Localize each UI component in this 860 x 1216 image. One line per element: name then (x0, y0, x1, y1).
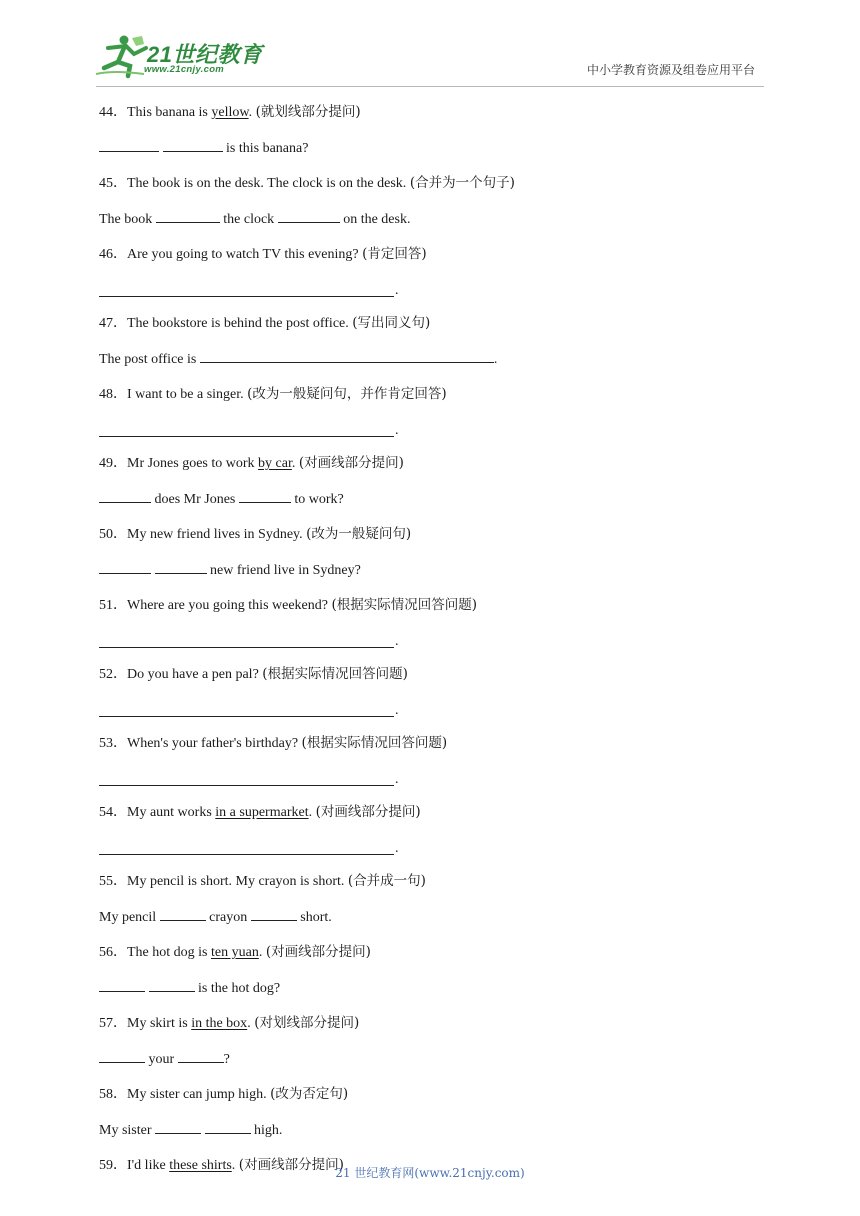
answer-blank-line[interactable] (99, 436, 394, 437)
question-text-end: . (258, 945, 266, 960)
question-line (99, 597, 769, 614)
answer-period: . (395, 772, 399, 787)
answer-period: . (395, 841, 399, 856)
instruction-text: (根据实际情况回答问题) (262, 666, 408, 682)
question-text-end: . (231, 1158, 239, 1173)
instruction-text: (对画线部分提问) (315, 804, 421, 820)
instruction-text: (对画线部分提问) (298, 455, 404, 471)
answer-line (99, 701, 769, 717)
question-line (99, 804, 769, 821)
question-text: I want to be a singer. (127, 387, 248, 402)
logo (94, 34, 264, 80)
answer-line (99, 281, 769, 297)
question-number: 49． (99, 456, 127, 471)
underlined-phrase: ten yuan (211, 945, 259, 960)
underlined-phrase: in a supermarket (215, 805, 309, 820)
answer-blank[interactable] (99, 1050, 145, 1063)
question-number: 51． (99, 598, 127, 613)
answer-blank[interactable] (156, 210, 220, 223)
instruction-text: (对划线部分提问) (254, 1015, 360, 1031)
question-text: My sister can jump high. (127, 1087, 271, 1102)
answer-blank-line[interactable] (99, 647, 394, 648)
question-text: My pencil is short. My crayon is short. (127, 874, 348, 889)
answer-blank-line[interactable] (99, 785, 394, 786)
question-text: Mr Jones goes to work (127, 456, 259, 471)
instruction-text: (就划线部分提问) (255, 104, 361, 120)
question-text: Do you have a pen pal? (127, 667, 263, 682)
question-text: Where are you going this weekend? (127, 598, 332, 613)
question-text-end: . (248, 105, 256, 120)
answer-text: the clock (219, 212, 278, 227)
answer-period: . (395, 423, 399, 438)
answer-blank-line[interactable] (99, 854, 394, 855)
question-text: The hot dog is (127, 945, 211, 960)
answer-blank[interactable] (205, 1121, 251, 1134)
answer-blank[interactable] (251, 908, 297, 921)
question-number: 58． (99, 1087, 127, 1102)
question-number: 53． (99, 736, 127, 751)
question-number: 55． (99, 874, 127, 889)
instruction-text: (根据实际情况回答问题) (331, 597, 478, 613)
answer-line (99, 632, 769, 648)
answer-blank[interactable] (155, 1121, 201, 1134)
underlined-phrase: these shirts (169, 1158, 232, 1173)
question-line (99, 246, 769, 263)
instruction-text: (合并为一个句子) (409, 175, 515, 191)
question-number: 54． (99, 805, 127, 820)
question-text: This banana is (127, 105, 212, 120)
answer-text: crayon (205, 910, 251, 925)
runner-logo-icon (94, 34, 150, 80)
question-number: 59． (99, 1158, 127, 1173)
instruction-text: (合并成一句) (347, 873, 426, 889)
answer-row (99, 561, 769, 579)
question-text: The book is on the desk. The clock is on the desk. (127, 176, 410, 191)
question-line (99, 526, 769, 543)
instruction-text: (改为一般疑问句，并作肯定回答) (247, 386, 447, 402)
question-number: 48． (99, 387, 127, 402)
answer-blank[interactable] (99, 979, 145, 992)
answer-text: is this banana? (222, 141, 309, 156)
answer-blank[interactable] (200, 350, 494, 363)
question-text: My skirt is (127, 1016, 192, 1031)
answer-text: to work? (290, 492, 344, 507)
underlined-phrase: in the box (191, 1016, 248, 1031)
answer-period: . (395, 703, 399, 718)
answer-text: your (145, 1052, 178, 1067)
answer-blank-line[interactable] (99, 296, 394, 297)
answer-text: The post office is (99, 352, 200, 367)
logo-text: 21世纪教育 (147, 42, 263, 67)
answer-period: . (395, 634, 399, 649)
answer-text: My sister (99, 1123, 155, 1138)
answer-row (99, 1050, 769, 1068)
instruction-text: (改为一般疑问句) (306, 526, 412, 542)
instruction-text: (肯定回答) (362, 246, 427, 262)
question-number: 46． (99, 247, 127, 262)
answer-text: My pencil (99, 910, 160, 925)
answer-text: The book (99, 212, 156, 227)
instruction-text: (对画线部分提问) (238, 1157, 344, 1173)
answer-line (99, 421, 769, 437)
question-line (99, 175, 769, 192)
answer-text: is the hot dog? (194, 981, 281, 996)
question-text: My new friend lives in Sydney. (127, 527, 307, 542)
answer-blank[interactable] (239, 490, 291, 503)
page-header (0, 0, 860, 95)
answer-row (99, 350, 769, 368)
question-line (99, 873, 769, 890)
question-number: 50． (99, 527, 127, 542)
question-number: 56． (99, 945, 127, 960)
answer-blank[interactable] (155, 561, 207, 574)
answer-row (99, 908, 769, 926)
answer-text: new friend live in Sydney? (206, 563, 361, 578)
question-line (99, 1086, 769, 1103)
question-text: I'd like (127, 1158, 170, 1173)
instruction-text: (改为否定句) (270, 1086, 349, 1102)
answer-blank[interactable] (160, 908, 206, 921)
question-line (99, 315, 769, 332)
answer-blank[interactable] (99, 490, 151, 503)
logo-url: www.21cnjy.com (144, 64, 225, 75)
question-line (99, 455, 769, 472)
question-text: My aunt works (127, 805, 216, 820)
question-line (99, 944, 769, 961)
answer-period: . (395, 283, 399, 298)
answer-text: . (493, 352, 498, 367)
answer-row (99, 139, 769, 157)
answer-row (99, 979, 769, 997)
question-number: 47． (99, 316, 127, 331)
question-text: The bookstore is behind the post office. (127, 316, 353, 331)
instruction-text: (根据实际情况回答问题) (301, 735, 448, 751)
question-line (99, 735, 769, 752)
question-line (99, 1015, 769, 1032)
underlined-phrase: by car (258, 456, 292, 471)
answer-text: short. (296, 910, 332, 925)
question-text-end: . (247, 1016, 255, 1031)
answer-line (99, 770, 769, 786)
question-number: 45． (99, 176, 127, 191)
answer-row (99, 1121, 769, 1139)
question-line (99, 666, 769, 683)
question-text-end: . (291, 456, 299, 471)
question-text: Are you going to watch TV this evening? (127, 247, 363, 262)
answer-row (99, 490, 769, 508)
question-text: When's your father's birthday? (127, 736, 302, 751)
question-line (99, 386, 769, 403)
page-footer: 21 世纪教育网(www.21cnjy.com) (335, 1166, 525, 1180)
answer-text: high. (250, 1123, 283, 1138)
answer-blank[interactable] (99, 561, 151, 574)
question-number: 44． (99, 105, 127, 120)
answer-row (99, 210, 769, 228)
question-number: 52． (99, 667, 127, 682)
answer-text: does Mr Jones (151, 492, 239, 507)
answer-blank-line[interactable] (99, 716, 394, 717)
answer-blank[interactable] (99, 139, 159, 152)
answer-blank[interactable] (278, 210, 340, 223)
instruction-text: (对画线部分提问) (265, 944, 371, 960)
answer-line (99, 839, 769, 855)
answer-text: ? (223, 1052, 230, 1067)
question-list (99, 104, 769, 1192)
answer-blank[interactable] (178, 1050, 224, 1063)
answer-text: on the desk. (339, 212, 411, 227)
answer-blank[interactable] (163, 139, 223, 152)
question-number: 57． (99, 1016, 127, 1031)
answer-blank[interactable] (149, 979, 195, 992)
question-line (99, 104, 769, 121)
header-tagline: 中小学教育资源及组卷应用平台 (586, 63, 755, 77)
instruction-text: (写出同义句) (352, 315, 431, 331)
question-text-end: . (308, 805, 316, 820)
underlined-phrase: yellow (211, 105, 249, 120)
header-divider (96, 86, 764, 87)
